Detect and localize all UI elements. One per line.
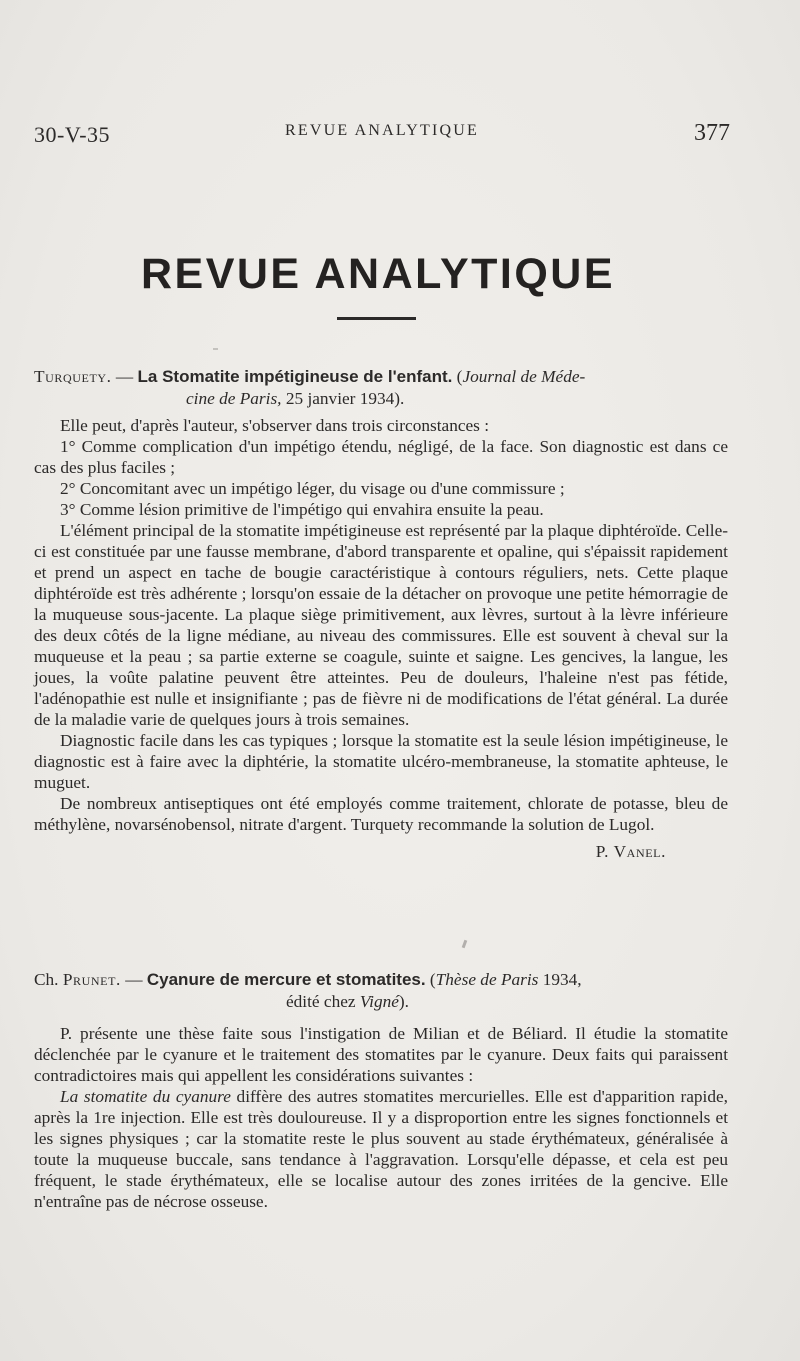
paragraph: L'élément principal de la stomatite impétigineuse est représenté par la plaque diphtéroïde. Celle-ci est constituée par une fausse membrane, d'abord transparente et opaline, qui s'épaissit rapidement et prend un aspect en tache de bougie caractéristique à contours réguliers, nets. Cette plaque diphtéroïde est très adhérente ; lorsqu'on essaie de la détacher on provoque une petite hémorragie de la muqueuse sous-jacente. La plaque siège primitivement, aux lèvres, surtout à la lèvre inférieure des deux côtés de la ligne médiane, au niveau des commissures. Elle est souvent à cheval sur la muqueuse et la peau ; sa partie externe se coagule, suinte et saigne. Les gencives, la langue, les joues, la voûte palatine peuvent être atteintes. Peu de douleurs, l'haleine n'est pas fétide, l'adénopathie est nulle et insignifiante ; pas de fièvre ni de modifications de l'état général. La durée de la maladie varie de quelques jours à trois semaines. xyxy=(34,521,728,729)
paper-speck xyxy=(213,348,218,350)
article-title: Cyanure de mercure et stomatites. xyxy=(146,970,426,989)
article-heading xyxy=(34,366,728,388)
page-number: 377 xyxy=(694,120,730,146)
paragraph: 1° Comme complication d'un impétigo étendu, négligé, de la face. Son diagnostic est dans ce cas des plus faciles ; xyxy=(34,437,728,477)
article-heading-continued xyxy=(34,388,728,410)
edition-label: édité chez xyxy=(286,992,360,1011)
article-author: Prunet. xyxy=(62,970,121,989)
article-body xyxy=(34,415,728,835)
reference-open: ( xyxy=(425,970,436,989)
running-head xyxy=(34,118,730,152)
page-title: REVUE ANALYTIQUE xyxy=(140,250,616,298)
reference-year: 1934, xyxy=(538,970,582,989)
italic-phrase: La stomatite du cyanure xyxy=(60,1087,231,1106)
author-prefix: Ch. xyxy=(34,970,63,989)
paragraph: P. présente une thèse faite sous l'instigation de Milian et de Béliard. Il étudie la stomatite déclenchée par le cyanure et le traitement des stomatites par le cyanure. Deux faits qui paraissent contradictoires mais qui appellent les considérations suivantes : xyxy=(34,1024,728,1085)
reference-date: 25 janvier 1934). xyxy=(281,389,405,408)
article-body xyxy=(34,1023,728,1212)
article-prunet xyxy=(34,969,728,1212)
heading-dash: — xyxy=(120,970,147,989)
ink-mark xyxy=(462,940,468,949)
paragraph: Diagnostic facile dans les cas typiques ; lorsque la stomatite est la seule lésion impétigineuse, le diagnostic est à faire avec la diphtérie, la stomatite ulcéro-membraneuse, la stomatite aphteuse, le muguet. xyxy=(34,731,728,792)
paragraph xyxy=(34,1086,728,1212)
paragraph: Elle peut, d'après l'auteur, s'observer dans trois circonstances : xyxy=(60,416,490,435)
publisher-name: Vigné xyxy=(359,992,399,1011)
running-head-title: REVUE ANALYTIQUE xyxy=(284,122,480,139)
reviewer-signature: P. Vanel. xyxy=(595,842,666,861)
reference-close: ). xyxy=(398,992,409,1011)
article-turquety xyxy=(34,366,728,862)
title-rule xyxy=(337,317,416,320)
paragraph-text: diffère des autres stomatites mercurielles. Elle est d'apparition rapide, après la 1re injection. Elle est très douloureuse. Il y a disproportion entre les signes fonctionnels et les signes physiques ; car la stomatite reste le plus souvent au stade érythémateux, généralisée à toute la muqueuse buccale, sans tendance à l'aggravation. Lorsqu'elle dépasse, et cela est peu fréquent, le stade érythémateux, elle se localise autour des zones irritées de la gencive. Elle n'entraîne pas de nécrose osseuse. xyxy=(34,1087,728,1211)
article-heading xyxy=(34,969,728,991)
paragraph: De nombreux antiseptiques ont été employés comme traitement, chlorate de potasse, bleu de méthylène, novarsénobensol, nitrate d'argent. Turquety recommande la solution de Lugol. xyxy=(34,794,728,834)
paragraph: 2° Concomitant avec un impétigo léger, du visage ou d'une commissure ; xyxy=(60,479,565,498)
paragraph: 3° Comme lésion primitive de l'impétigo qui envahira ensuite la peau. xyxy=(60,500,544,519)
running-head-date: 30-V-35 xyxy=(34,122,111,147)
article-title: La Stomatite impétigineuse de l'enfant. xyxy=(137,367,453,386)
these-name: Thèse de Paris xyxy=(435,970,539,989)
journal-name-continued: cine de Paris, xyxy=(186,389,282,408)
article-heading-continued xyxy=(34,991,728,1013)
journal-name: Journal de Méde- xyxy=(462,367,586,386)
reference-open: ( xyxy=(452,367,463,386)
article-author: Turquety. xyxy=(34,367,112,386)
heading-dash: — xyxy=(111,367,138,386)
